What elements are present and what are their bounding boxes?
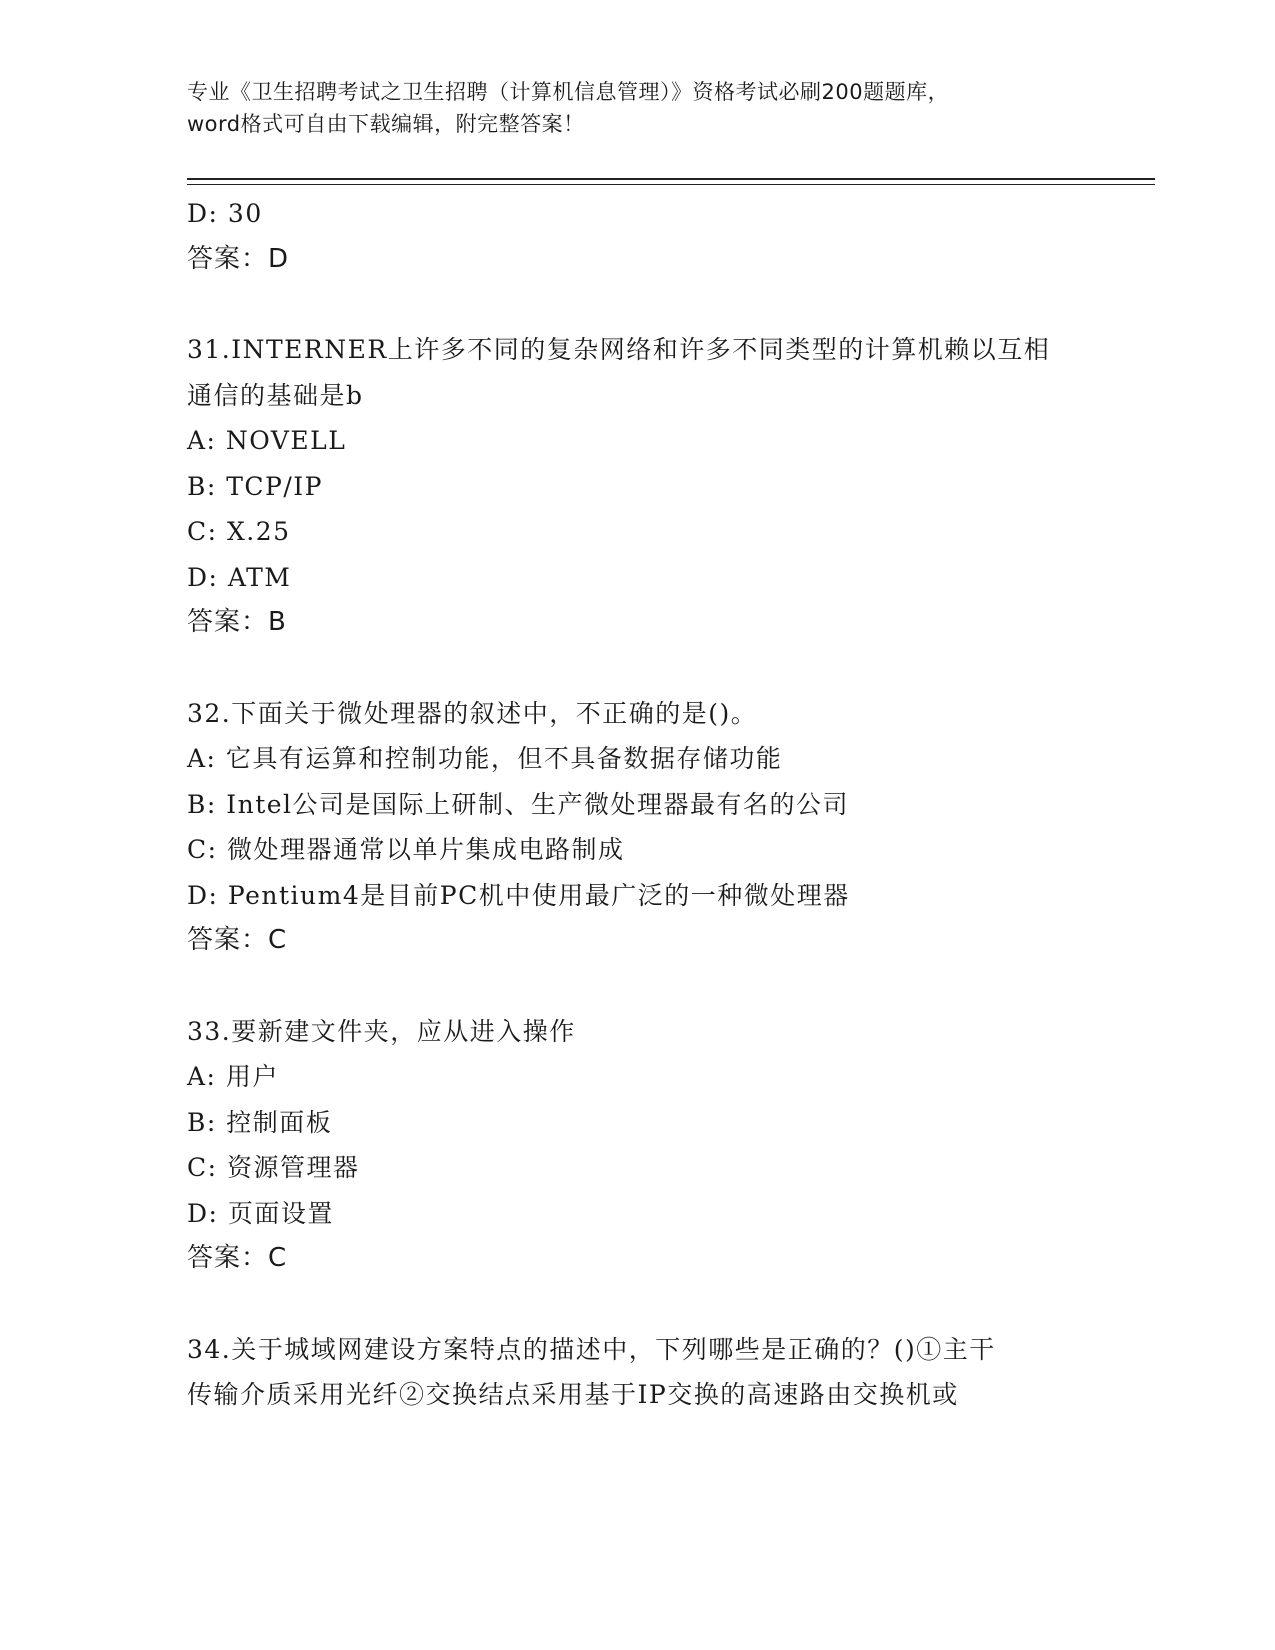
header-divider-thin	[187, 184, 1155, 185]
question-33	[187, 1009, 1147, 1282]
answer-line: 答案：C	[187, 925, 288, 955]
question-30-tail	[187, 191, 1147, 282]
question-text-line-2: 传输介质采用光纤②交换结点采用基于IP交换的高速路由交换机或	[187, 1380, 959, 1409]
option-c: C: 微处理器通常以单片集成电路制成	[187, 835, 625, 864]
answer-line: 答案：D	[187, 243, 290, 274]
question-text-line-1: 34.关于城域网建设方案特点的描述中，下列哪些是正确的？()①主干	[187, 1334, 996, 1364]
header-title-line-2: word格式可自由下载编辑，附完整答案！	[187, 112, 585, 136]
question-34	[187, 1327, 1147, 1418]
spacer	[187, 282, 1147, 327]
option-d: D: 30	[187, 199, 263, 228]
option-d: D: Pentium4是目前PC机中使用最广泛的一种微处理器	[187, 880, 850, 910]
spacer	[187, 964, 1147, 1009]
header-divider-thick	[187, 178, 1155, 180]
option-c: C: X.25	[187, 517, 291, 546]
question-text-line-1: 32.下面关于微处理器的叙述中，不正确的是()。	[187, 698, 758, 728]
question-text-line-1: 33.要新建文件夹，应从进入操作	[187, 1016, 576, 1046]
question-31	[187, 327, 1147, 646]
question-list	[187, 191, 1147, 1418]
answer-line: 答案：B	[187, 607, 287, 637]
header-title-line-1: 专业《卫生招聘考试之卫生招聘（计算机信息管理）》资格考试必刷200题题库，	[187, 80, 950, 104]
option-a: A: NOVELL	[187, 426, 347, 455]
option-d: D: 页面设置	[187, 1198, 334, 1228]
option-a: A: 用户	[187, 1062, 279, 1091]
question-32	[187, 691, 1147, 964]
option-b: B: 控制面板	[187, 1107, 333, 1137]
spacer	[187, 1282, 1147, 1327]
question-text-line-1: 31.INTERNER上许多不同的复杂网络和许多不同类型的计算机赖以互相	[187, 335, 1051, 364]
answer-line: 答案：C	[187, 1243, 288, 1273]
page-header	[187, 76, 1087, 140]
option-b: B: Intel公司是国际上研制、生产微处理器最有名的公司	[187, 789, 850, 819]
option-c: C: 资源管理器	[187, 1153, 360, 1182]
spacer	[187, 646, 1147, 691]
option-a: A: 它具有运算和控制功能，但不具备数据存储功能	[187, 744, 783, 773]
option-b: B: TCP/IP	[187, 471, 323, 501]
option-d: D: ATM	[187, 562, 292, 592]
question-text-line-2: 通信的基础是b	[187, 380, 364, 410]
